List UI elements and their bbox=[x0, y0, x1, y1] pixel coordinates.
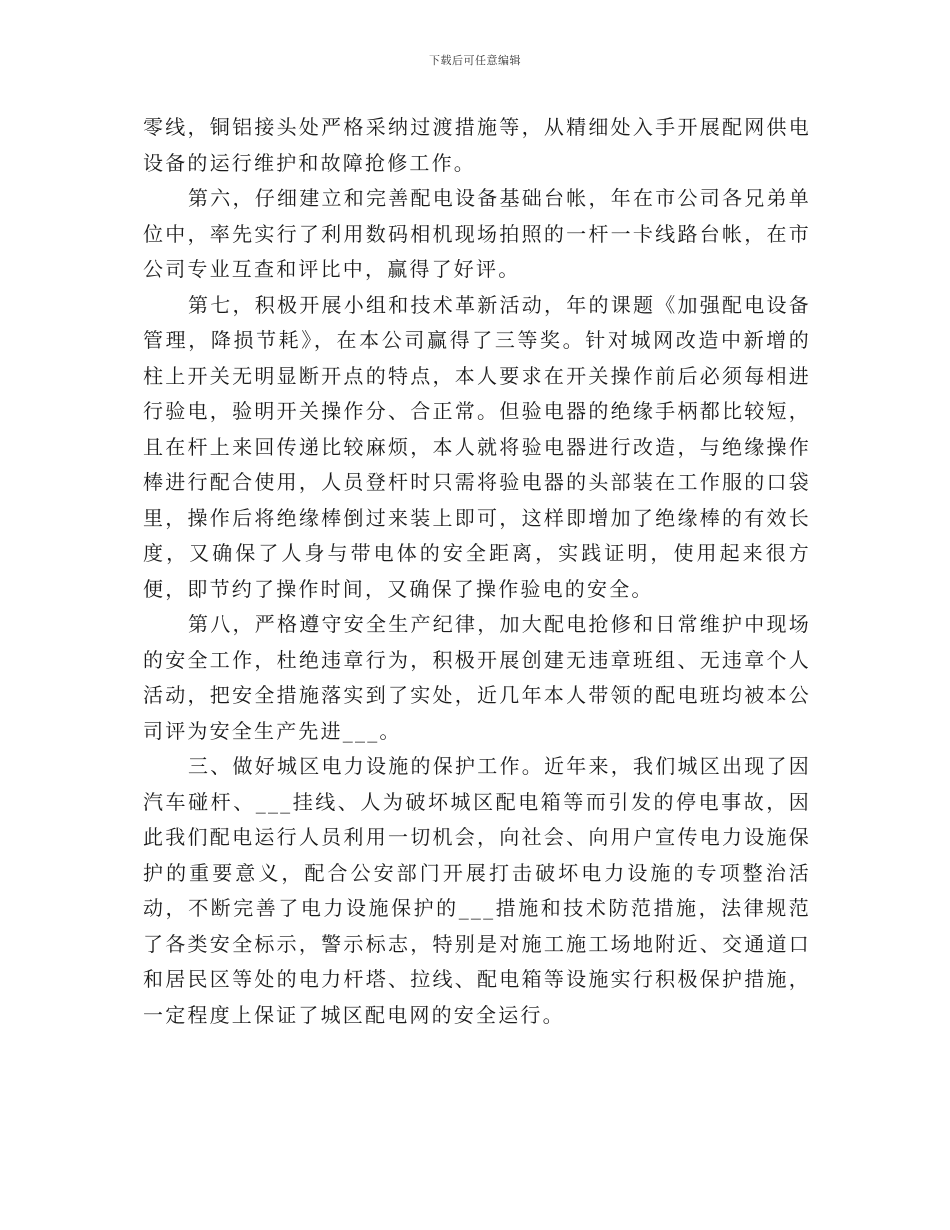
document-body bbox=[143, 110, 811, 1033]
paragraph-continuation: 零线，铜铝接头处严格采纳过渡措施等，从精细处入手开展配网供电设备的运行维护和故障抢修工作。 bbox=[143, 115, 811, 175]
paragraph-item-six: 第六，仔细建立和完善配电设备基础台帐，年在市公司各兄弟单位中，率先实行了利用数码相机现场拍照的一杆一卡线路台帐，在市公司专业互查和评比中，赢得了好评。 bbox=[143, 186, 811, 281]
paragraph-item-seven: 第七，积极开展小组和技术革新活动，年的课题《加强配电设备管理，降损节耗》，在本公司赢得了三等奖。针对城网改造中新增的柱上开关无明显断开点的特点，本人要求在开关操作前后必须每相进行验电，验明开关操作分、合正常。但验电器的绝缘手柄都比较短，且在杆上来回传递比较麻烦，本人就将验电器进行改造，与绝缘操作棒进行配合使用，人员登杆时只需将验电器的头部装在工作服的口袋里，操作后将绝缘棒倒过来装上即可，这样即增加了绝缘棒的有效长度，又确保了人身与带电体的安全距离，实践证明，使用起来很方便，即节约了操作时间，又确保了操作验电的安全。 bbox=[143, 292, 811, 601]
paragraph-item-eight: 第八，严格遵守安全生产纪律，加大配电抢修和日常维护中现场的安全工作，杜绝违章行为，积极开展创建无违章班组、无违章个人活动，把安全措施落实到了实处，近几年本人带领的配电班均被本公司评为安全生产先进___。 bbox=[143, 612, 811, 743]
paragraph-section-three: 三、做好城区电力设施的保护工作。近年来，我们城区出现了因汽车碰杆、___挂线、人为破坏城区配电箱等而引发的停电事故，因此我们配电运行人员利用一切机会，向社会、向用户宣传电力设施保护的重要意义，配合公安部门开展打击破坏电力设施的专项整治活动，不断完善了电力设施保护的___措施和技术防范措施，法律规范了各类安全标示，警示标志，特别是对施工施工场地附近、交通道口和居民区等处的电力杆塔、拉线、配电箱等设施实行积极保护措施，一定程度上保证了城区配电网的安全运行。 bbox=[143, 754, 811, 1027]
page-header: 下载后可任意编辑 bbox=[429, 54, 521, 67]
